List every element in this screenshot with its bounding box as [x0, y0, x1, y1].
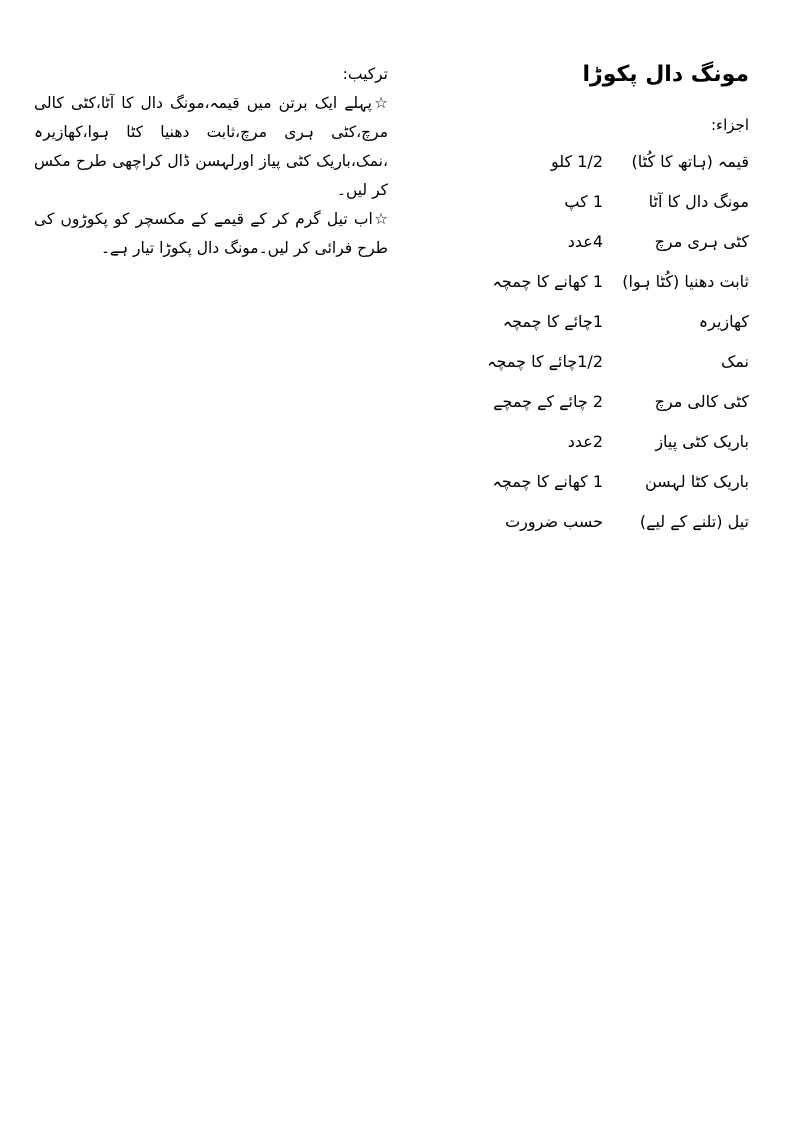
- ingredient-row: [0, 512, 793, 542]
- ingredient-quantity: 1 کھانے کا چمچہ: [492, 272, 603, 291]
- ingredient-name: قیمہ (ہاتھ کا کُٹا): [631, 152, 749, 171]
- ingredient-name: کھازیرہ: [698, 312, 749, 331]
- method-section: [34, 60, 388, 263]
- ingredient-quantity: 4عدد: [567, 232, 603, 251]
- method-step: ☆اب تیل گرم کر کے قیمے کے مکسچر کو پکوڑوں کی طرح فرائی کر لیں۔مونگ دال پکوڑا تیار ہے۔: [34, 210, 388, 257]
- ingredient-quantity: 1 کھانے کا چمچہ: [492, 472, 603, 491]
- ingredient-name: باریک کٹی پیاز: [655, 432, 749, 451]
- ingredient-row: [0, 392, 793, 422]
- ingredient-row: [0, 312, 793, 342]
- ingredient-name: تیل (تلنے کے لیے): [639, 512, 749, 531]
- ingredient-name: کٹی ہری مرچ: [654, 232, 749, 251]
- ingredient-quantity: 1/2 کلو: [550, 152, 603, 171]
- ingredient-name: نمک: [720, 352, 749, 371]
- method-heading: ترکیب:: [342, 65, 388, 83]
- method-step: ☆پہلے ایک برتن میں قیمہ،مونگ دال کا آٹا،کٹی کالی مرچ،کٹی ہری مرچ،ثابت دھنیا کٹا ہوا،کھازیرہ ،نمک،باریک کٹی پیاز اورلہسن ڈال کراچھی طرح مکس کر لیں۔: [34, 94, 388, 199]
- recipe-title: مونگ دال پکوڑا: [582, 62, 749, 87]
- ingredient-name: مونگ دال کا آٹا: [648, 192, 749, 211]
- ingredient-row: [0, 472, 793, 502]
- ingredient-quantity: 1چائے کا چمچہ: [502, 312, 603, 331]
- ingredient-name: کٹی کالی مرچ: [654, 392, 749, 411]
- ingredient-quantity: 2عدد: [567, 432, 603, 451]
- ingredient-row: [0, 352, 793, 382]
- ingredients-heading: اجزاء:: [711, 116, 749, 134]
- ingredient-quantity: 2 چائے کے چمچے: [493, 392, 603, 411]
- ingredient-quantity: حسب ضرورت: [505, 512, 603, 531]
- ingredient-row: [0, 432, 793, 462]
- ingredient-row: [0, 272, 793, 302]
- ingredient-name: ثابت دھنیا (کُٹا ہوا): [622, 272, 749, 291]
- ingredient-quantity: 1 کپ: [564, 192, 603, 211]
- ingredient-name: باریک کٹا لہسن: [644, 472, 749, 491]
- ingredient-quantity: 1/2چائے کا چمچہ: [487, 352, 603, 371]
